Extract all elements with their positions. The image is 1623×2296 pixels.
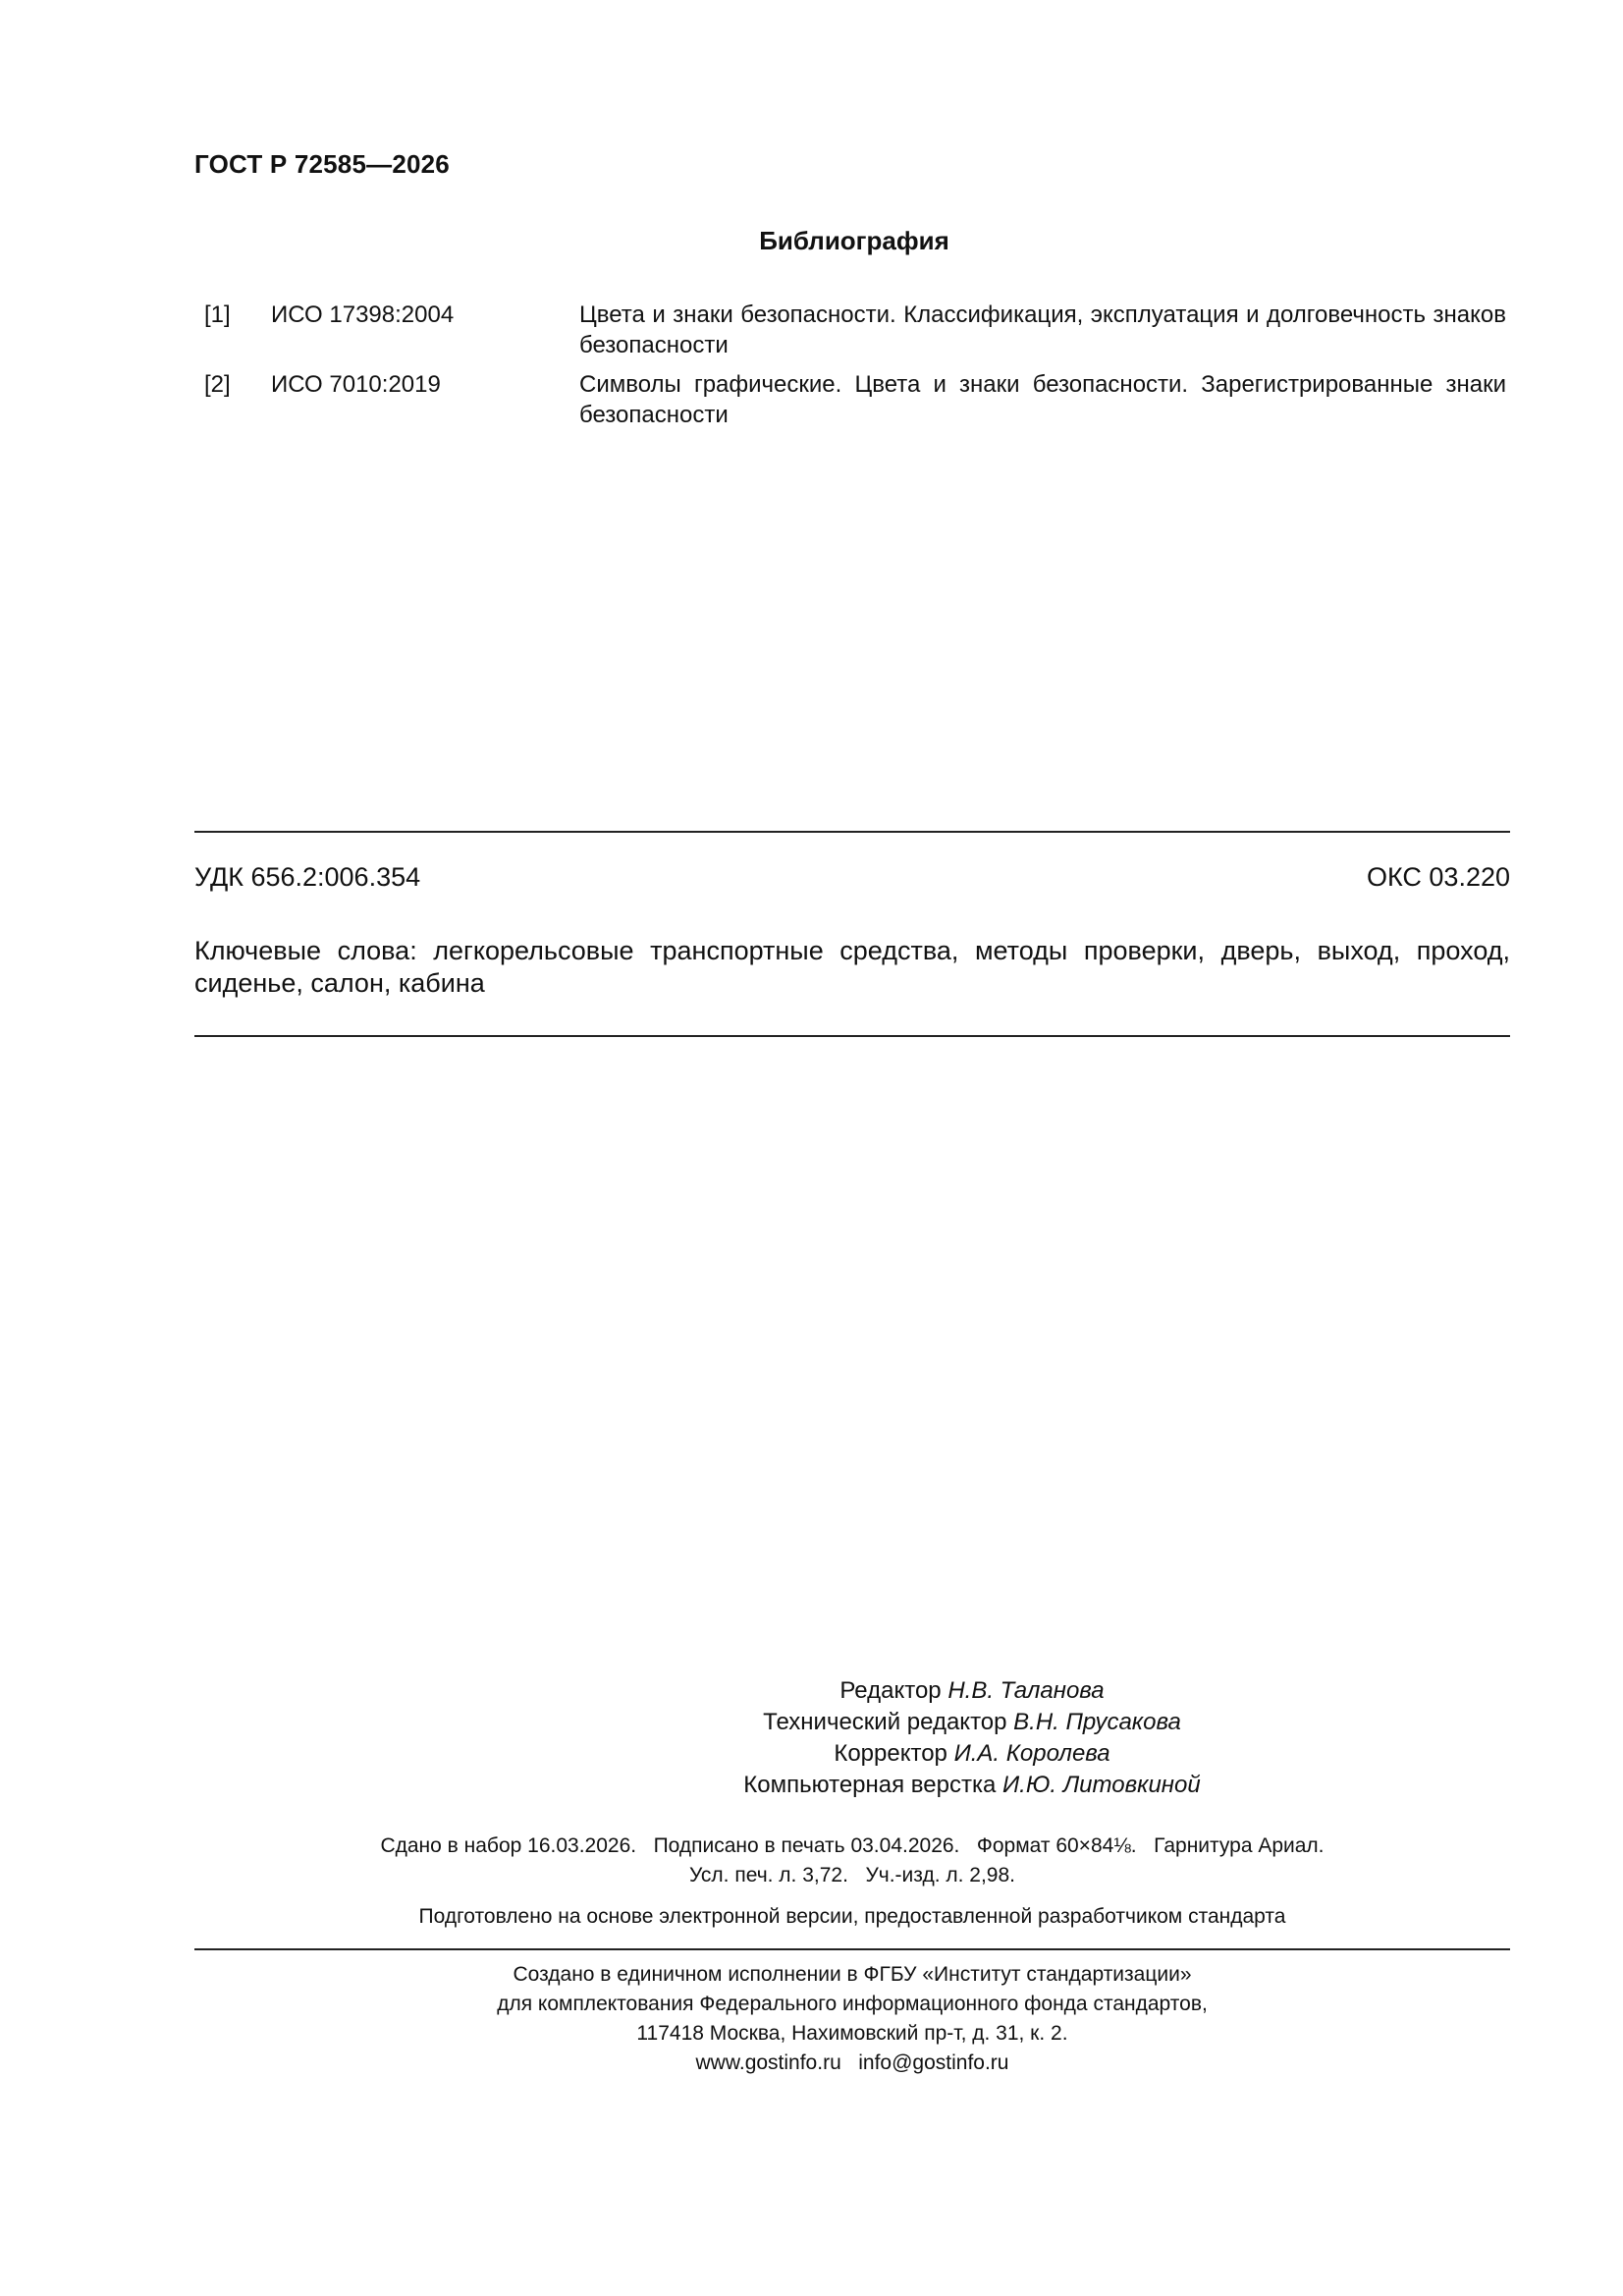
- divider-footer: [194, 1948, 1510, 1950]
- bibliography-entry-description: Цвета и знаки безопасности. Классификация, эксплуатация и долговечность знаков безопасности: [579, 301, 1506, 358]
- credit-editor: [491, 1675, 1453, 1707]
- credit-person: В.Н. Прусакова: [1013, 1709, 1181, 1735]
- standard-number: ГОСТ Р 72585—2026: [194, 149, 450, 179]
- credits-block: [491, 1675, 1453, 1801]
- bibliography-entry-number: [1]: [204, 301, 231, 328]
- bibliography-entry-description: Символы графические. Цвета и знаки безопасности. Зарегистрированные знаки безопасности: [579, 371, 1506, 428]
- divider-top: [194, 831, 1510, 833]
- credit-role: Редактор: [839, 1677, 942, 1704]
- footer-line: Создано в единичном исполнении в ФГБУ «Институт стандартизации»: [513, 1963, 1192, 1986]
- imprint-line: Сдано в набор 16.03.2026. Подписано в печать 03.04.2026. Формат 60×84⅛. Гарнитура Ариал.: [380, 1834, 1325, 1857]
- credit-role: Компьютерная верстка: [743, 1772, 997, 1798]
- credit-person: Н.В. Таланова: [947, 1677, 1105, 1704]
- credit-technical-editor: [491, 1707, 1453, 1738]
- footer-line: 117418 Москва, Нахимовский пр-т, д. 31, к. 2.: [636, 2022, 1068, 2045]
- oks-code: ОКС 03.220: [1366, 862, 1510, 892]
- credit-role: Корректор: [834, 1740, 947, 1767]
- footer-line: для комплектования Федерального информационного фонда стандартов,: [497, 1993, 1208, 2015]
- bibliography-entry-code: ИСО 7010:2019: [271, 371, 441, 398]
- bibliography-entry-number: [2]: [204, 371, 231, 398]
- bibliography-entry-code: ИСО 17398:2004: [271, 301, 455, 328]
- credit-layout: [491, 1770, 1453, 1801]
- credit-role: Технический редактор: [763, 1709, 1007, 1735]
- imprint-line: Усл. печ. л. 3,72. Уч.-изд. л. 2,98.: [688, 1864, 1015, 1886]
- divider-keywords: [194, 1035, 1510, 1037]
- bibliography-title: Библиография: [759, 226, 949, 255]
- credit-person: И.Ю. Литовкиной: [1002, 1772, 1201, 1798]
- footer-contacts: www.gostinfo.ru info@gostinfo.ru: [695, 2051, 1009, 2074]
- credit-proofreader: [491, 1738, 1453, 1770]
- prepared-note: Подготовлено на основе электронной версии, предоставленной разработчиком стандарта: [418, 1905, 1286, 1928]
- keywords: Ключевые слова: легкорельсовые транспортные средства, методы проверки, дверь, выход, проход, сиденье, салон, кабина: [194, 936, 1510, 998]
- footer-block: [194, 1960, 1510, 2078]
- udk-code: УДК 656.2:006.354: [194, 862, 421, 892]
- imprint-block: [194, 1831, 1510, 1890]
- credit-person: И.А. Королева: [953, 1740, 1110, 1767]
